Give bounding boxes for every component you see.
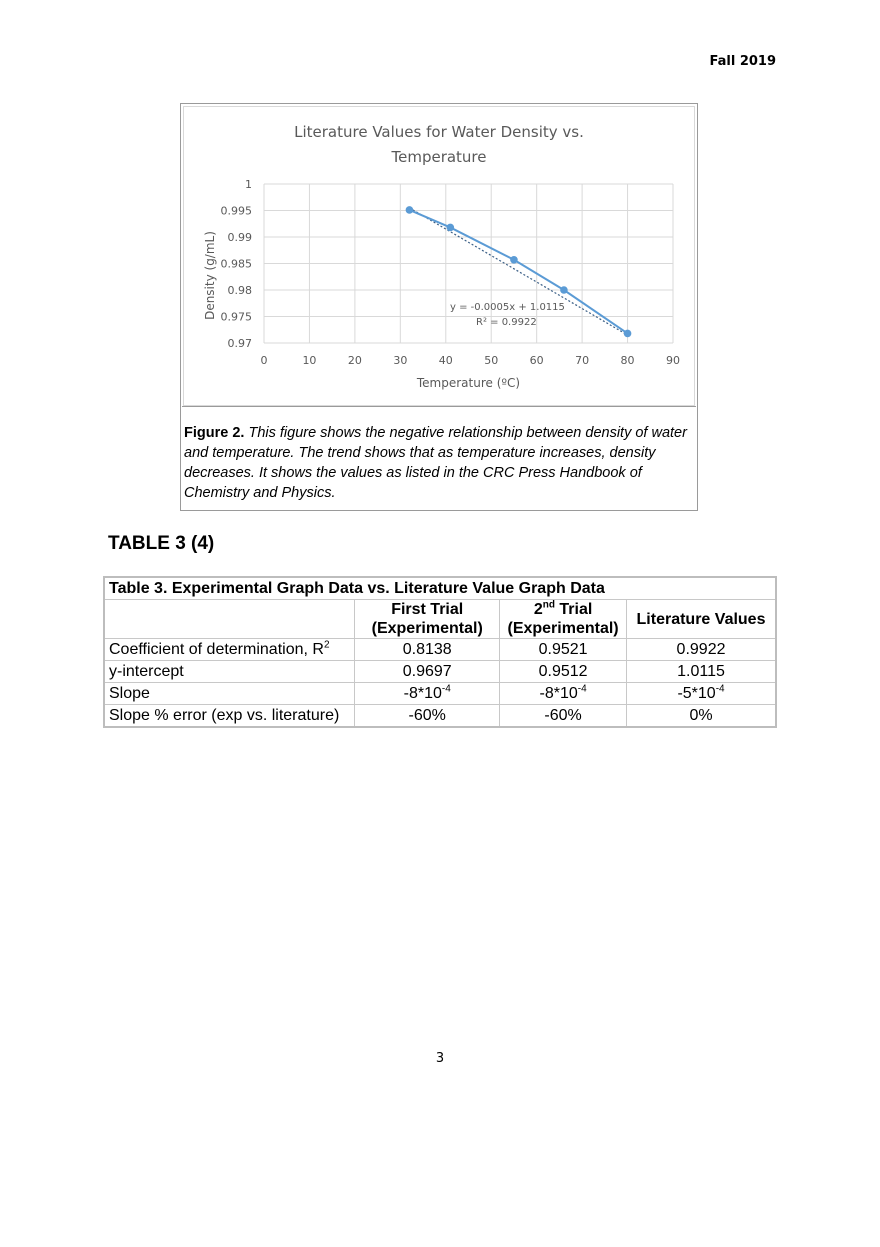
cell-slope-literature <box>627 683 776 705</box>
page-header-term: Fall 2019 <box>709 54 776 69</box>
cell-slope-second-exp: -4 <box>577 683 587 695</box>
cell-error-second: -60% <box>500 705 627 728</box>
header-second-trial <box>500 600 627 639</box>
row-label-slope: Slope <box>104 683 355 705</box>
x-axis-label: Temperature (ºC) <box>416 376 521 390</box>
cell-r2-first: 0.8138 <box>355 639 500 661</box>
header-second-trial-sup: nd <box>542 599 555 611</box>
row-label-intercept: y-intercept <box>104 661 355 683</box>
cell-slope-literature-base: -5*10 <box>677 685 716 702</box>
data-point <box>447 224 455 232</box>
cell-intercept-second: 0.9512 <box>500 661 627 683</box>
cell-slope-second <box>500 683 627 705</box>
header-first-trial-line2: (Experimental) <box>371 620 483 637</box>
density-chart <box>183 106 695 406</box>
cell-intercept-literature: 1.0115 <box>627 661 776 683</box>
y-tick-label: 0.99 <box>227 231 252 244</box>
data-point <box>560 286 568 294</box>
x-tick-label: 90 <box>666 354 680 367</box>
y-tick-label: 0.97 <box>227 337 252 350</box>
header-first-trial <box>355 600 500 639</box>
table-row <box>104 705 776 728</box>
table-row <box>104 661 776 683</box>
x-tick-label: 70 <box>575 354 590 367</box>
x-tick-label: 30 <box>393 354 408 367</box>
figure-caption <box>182 406 696 509</box>
section-title: TABLE 3 (4) <box>108 533 215 554</box>
header-second-trial-line2: (Experimental) <box>507 620 619 637</box>
data-point <box>406 206 414 214</box>
comparison-table <box>103 576 777 728</box>
x-tick-label: 60 <box>529 354 544 367</box>
data-point <box>624 330 632 338</box>
row-label-error: Slope % error (exp vs. literature) <box>104 705 355 728</box>
header-second-trial-ordinal: 2 <box>533 601 543 618</box>
table-row <box>104 683 776 705</box>
y-tick-label: 0.985 <box>220 257 252 271</box>
data-point <box>510 256 518 264</box>
trendline <box>409 208 627 335</box>
cell-r2-second: 0.9521 <box>500 639 627 661</box>
header-literature: Literature Values <box>627 600 776 639</box>
y-axis-label: Density (g/mL) <box>203 231 217 320</box>
trendline-equation: y = -0.0005x + 1.0115 <box>450 302 565 313</box>
chart-title-line: Literature Values for Water Density vs. <box>294 123 584 141</box>
chart-svg <box>184 107 694 405</box>
x-tick-label: 0 <box>260 354 268 367</box>
cell-error-literature: 0% <box>627 705 776 728</box>
trendline-r2: R² = 0.9922 <box>476 317 537 328</box>
header-second-trial-rest: Trial <box>554 601 593 618</box>
table-header-row <box>104 600 776 639</box>
header-first-trial-line1: First Trial <box>391 601 464 618</box>
y-tick-label: 0.995 <box>220 204 252 218</box>
table-row <box>104 639 776 661</box>
cell-slope-second-base: -8*10 <box>539 685 578 702</box>
row-label-r2-text: Coefficient of determination, R <box>109 641 324 658</box>
x-tick-label: 10 <box>302 354 317 367</box>
cell-slope-literature-exp: -4 <box>715 683 725 695</box>
cell-slope-first-base: -8*10 <box>403 685 442 702</box>
cell-slope-first-exp: -4 <box>441 683 451 695</box>
cell-intercept-first: 0.9697 <box>355 661 500 683</box>
header-empty <box>104 600 355 639</box>
y-tick-label: 0.975 <box>220 310 252 324</box>
table-caption: Table 3. Experimental Graph Data vs. Literature Value Graph Data <box>104 577 776 600</box>
chart-title-line: Temperature <box>391 148 487 166</box>
x-tick-label: 80 <box>620 354 635 367</box>
figure-caption-lead: Figure 2. <box>184 425 245 441</box>
series-line <box>409 210 627 333</box>
figure-2 <box>180 103 698 511</box>
row-label-r2 <box>104 639 355 661</box>
cell-slope-first <box>355 683 500 705</box>
figure-caption-text: This figure shows the negative relationship between density of water and temperature. The trend shows that as temperature increases, density decreases. It shows the values as listed in the CRC Press Handbook of Chemistry and Physics. <box>184 425 687 501</box>
table-caption-row <box>104 577 776 600</box>
cell-error-first: -60% <box>355 705 500 728</box>
x-tick-label: 20 <box>347 354 362 367</box>
y-tick-label: 1 <box>245 178 252 191</box>
x-tick-label: 40 <box>438 354 453 367</box>
x-tick-label: 50 <box>484 354 499 367</box>
row-label-r2-sup: 2 <box>323 639 330 651</box>
page-number: 3 <box>435 1051 445 1066</box>
cell-r2-literature: 0.9922 <box>627 639 776 661</box>
y-tick-label: 0.98 <box>227 284 252 297</box>
